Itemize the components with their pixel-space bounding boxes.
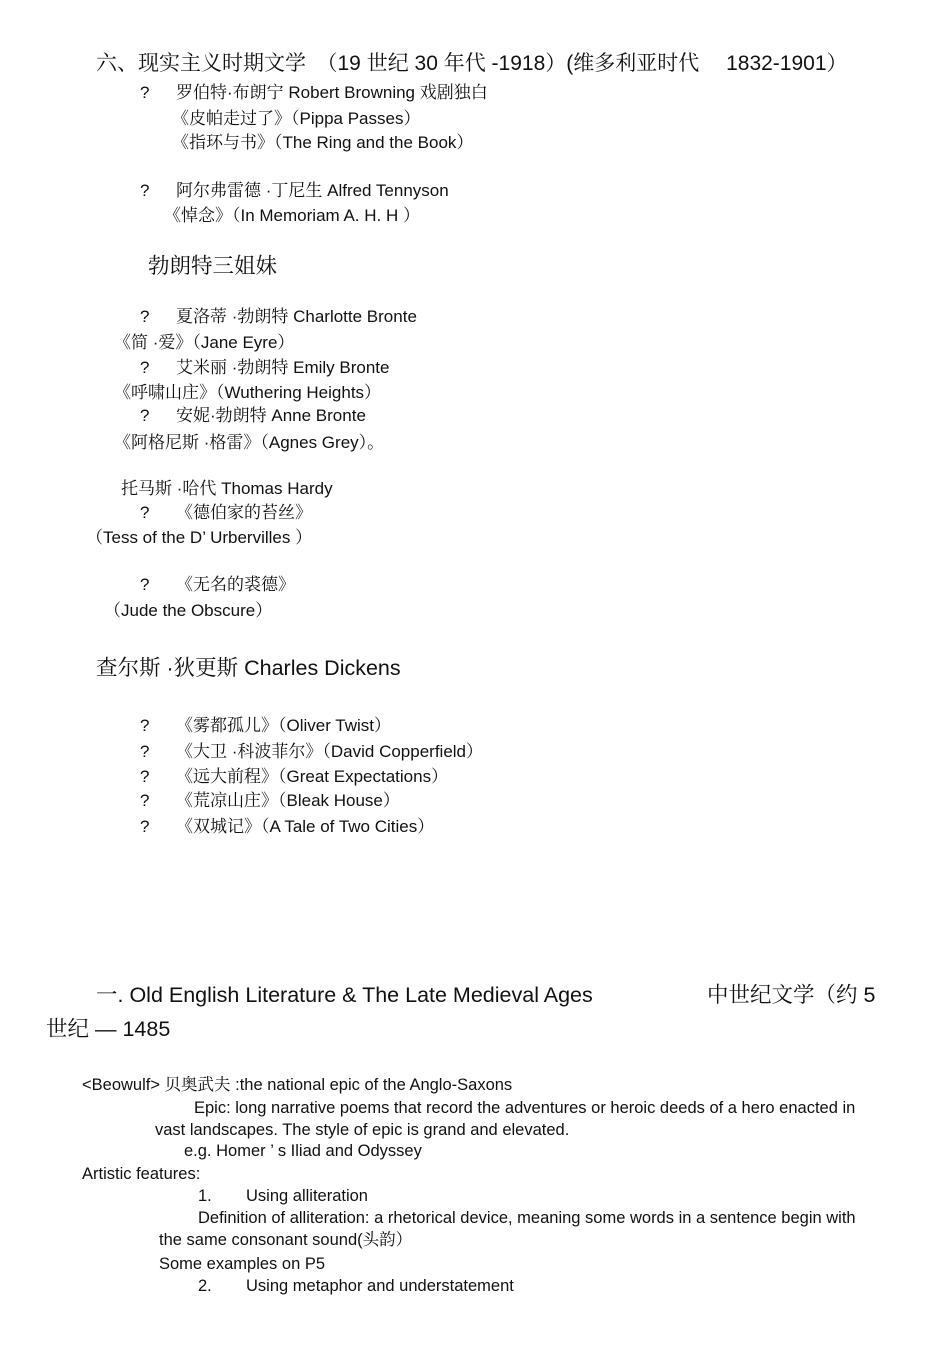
section-heading-left: 一. Old English Literature & The Late Medieval Ages <box>96 983 593 1007</box>
work-title: 《双城记》（A Tale of Two Cities） <box>176 817 435 836</box>
section-heading-cont: 世纪 — 1485 <box>46 1017 171 1041</box>
list-item <box>140 742 483 762</box>
examples-note: Some examples on P5 <box>159 1255 326 1273</box>
section-heading: 六、现实主义时期文学 （19 世纪 30 年代 -1918）(维多利亚时代 1832-1901） <box>96 52 848 75</box>
work-title: 《皮帕走过了》（Pippa Passes） <box>172 109 421 128</box>
list-item <box>140 767 448 787</box>
work-title: 《大卫 ·科波菲尔》（David Copperfield） <box>176 742 484 761</box>
author-tennyson <box>140 181 449 201</box>
epic-example: e.g. Homer ’ s Iliad and Odyssey <box>184 1142 422 1160</box>
work-title: 《雾都孤儿》（Oliver Twist） <box>176 716 392 735</box>
work-title: 《简 ·爱》（Jane Eyre） <box>114 333 295 352</box>
item-text: Using alliteration <box>246 1187 368 1205</box>
work-title-cn: 《德伯家的苔丝》 <box>176 503 312 522</box>
bullet-icon: ? <box>140 83 150 102</box>
feature-item <box>198 1187 368 1206</box>
section-heading-right: 中世纪文学（约 5 <box>707 983 876 1007</box>
list-item <box>140 817 434 837</box>
bullet-icon: ? <box>140 181 150 200</box>
list-item <box>140 791 400 811</box>
author-hardy: 托马斯 ·哈代 Thomas Hardy <box>121 479 333 498</box>
work-title: 《远大前程》（Great Expectations） <box>176 767 449 786</box>
author-name: 安妮·勃朗特 Anne Bronte <box>176 406 366 425</box>
work-title-en: （Jude the Obscure） <box>104 601 273 620</box>
subsection-heading: 勃朗特三姐妹 <box>148 254 278 278</box>
work-title <box>140 575 295 595</box>
author-name: 艾米丽 ·勃朗特 Emily Bronte <box>176 358 390 377</box>
bullet-icon: ? <box>140 406 150 425</box>
alliteration-definition: Definition of alliteration: a rhetorical device, meaning some words in a sentence begin with <box>198 1209 856 1227</box>
author-emily <box>140 358 389 378</box>
work-title: 《指环与书》（The Ring and the Book） <box>172 133 474 152</box>
author-charlotte <box>140 307 417 327</box>
work-title: 《悼念》（In Memoriam A. H. H ） <box>164 206 420 225</box>
author-name: 罗伯特·布朗宁 Robert Browning 戏剧独白 <box>176 83 488 102</box>
author-anne <box>140 406 366 426</box>
author-name: 夏洛蒂 ·勃朗特 Charlotte Bronte <box>176 307 417 326</box>
beowulf-line: <Beowulf> 贝奥武夫 :the national epic of the Anglo-Saxons <box>82 1076 513 1094</box>
subsection-heading: 查尔斯 ·狄更斯 Charles Dickens <box>96 656 401 680</box>
bullet-icon: ? <box>140 742 150 761</box>
bullet-icon: ? <box>140 817 150 836</box>
item-text: Using metaphor and understatement <box>246 1277 514 1295</box>
bullet-icon: ? <box>140 767 150 786</box>
epic-definition: Epic: long narrative poems that record the adventures or heroic deeds of a hero enacted in <box>194 1099 856 1117</box>
work-title-cn: 《无名的裘德》 <box>176 575 295 594</box>
work-title: 《阿格尼斯 ·格雷》（Agnes Grey）。 <box>114 433 385 452</box>
work-title-en: （Tess of the D’ Urbervilles ） <box>86 528 313 547</box>
bullet-icon: ? <box>140 503 150 522</box>
bullet-icon: ? <box>140 358 150 377</box>
work-title: 《呼啸山庄》（Wuthering Heights） <box>114 383 382 402</box>
epic-definition-cont: vast landscapes. The style of epic is grand and elevated. <box>155 1121 570 1139</box>
list-item <box>140 716 391 736</box>
bullet-icon: ? <box>140 575 150 594</box>
work-title <box>140 503 312 523</box>
bullet-icon: ? <box>140 307 150 326</box>
author-browning <box>140 83 488 103</box>
alliteration-definition-cont: the same consonant sound(头韵） <box>159 1231 413 1249</box>
bullet-icon: ? <box>140 716 150 735</box>
artistic-features-label: Artistic features: <box>82 1165 201 1183</box>
bullet-icon: ? <box>140 791 150 810</box>
item-number: 1. <box>198 1187 212 1205</box>
feature-item <box>198 1277 514 1296</box>
item-number: 2. <box>198 1277 212 1295</box>
work-title: 《荒凉山庄》（Bleak House） <box>176 791 400 810</box>
author-name: 阿尔弗雷德 ·丁尼生 Alfred Tennyson <box>176 181 449 200</box>
